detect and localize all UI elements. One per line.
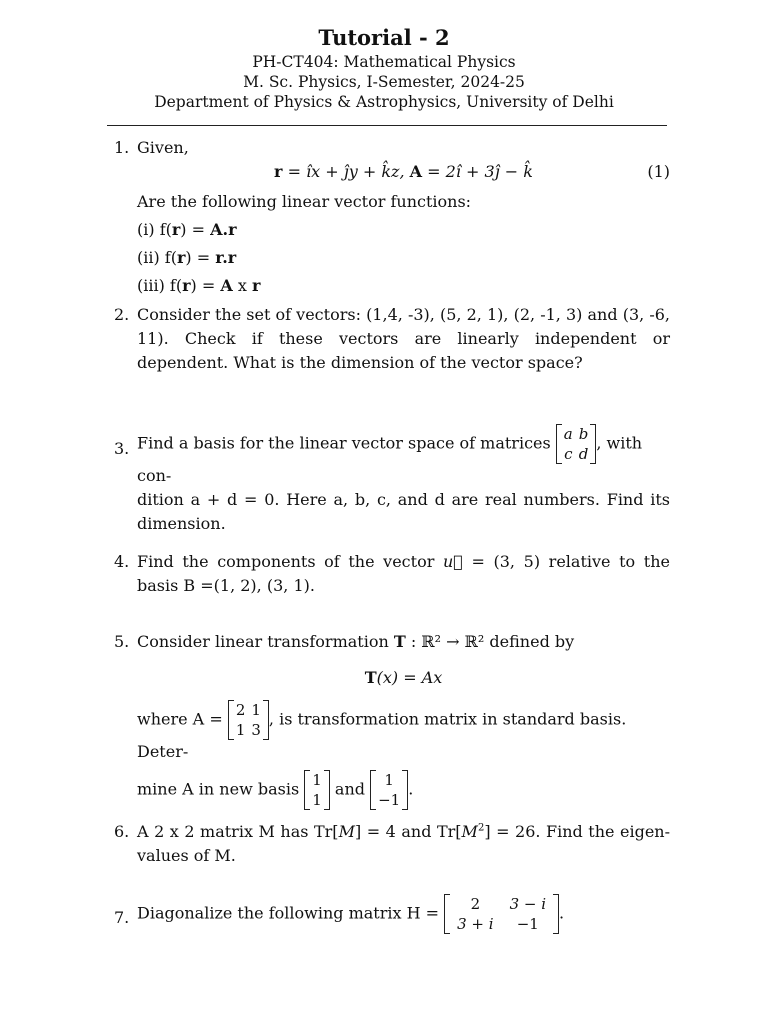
q5-equation: T(x) = Ax — [364, 668, 443, 687]
question-1 — [114, 136, 670, 298]
q1-part-iii: (iii) f(r) = A x r — [137, 276, 261, 295]
q5-matrix-a: 2 1 1 3 — [228, 700, 269, 740]
q1-part-ii: (ii) f(r) = r.r — [137, 248, 237, 267]
question-number: 4. — [114, 552, 130, 571]
q5-basis-vector-2: 1 −1 — [370, 770, 408, 810]
q5-line-1: Consider linear transformation T : ℝ² → ℝ² defined by — [137, 632, 575, 651]
question-5 — [114, 630, 670, 810]
vector-u: u⃗ — [442, 552, 463, 571]
question-4 — [114, 550, 670, 598]
q4-text: Find the components of the vector u⃗ = (3, 5) relative to the basis B =(1, 2), (3, 1). — [137, 552, 671, 595]
q1-equation: r = îx + ĵy + k̂z, A = 2î + 3ĵ − k̂ (1) — [137, 160, 670, 184]
question-number: 1. — [114, 138, 130, 157]
course-line: PH-CT404: Mathematical Physics — [252, 53, 516, 71]
q1-part-i: (i) f(r) = A.r — [137, 220, 237, 239]
equation-number: (1) — [647, 162, 670, 181]
question-2 — [114, 303, 670, 375]
header-divider — [107, 125, 667, 126]
department-line: Department of Physics & Astrophysics, University of Delhi — [154, 93, 614, 111]
q3-line-1: Find a basis for the linear vector space of matrices a b c d , with con- — [137, 425, 643, 485]
q2-text: Consider the set of vectors: (1,4, -3), (5, 2, 1), (2, -1, 3) and (3, -6, 11). Check if these vectors are linearly independent or dependent. What is the dimension of the vector space? — [137, 305, 670, 372]
question-7 — [114, 894, 670, 934]
q3-line-2: dition a + d = 0. Here a, b, c, and d are real numbers. Find its dimension. — [137, 490, 670, 533]
question-number: 2. — [114, 305, 130, 324]
question-3 — [114, 424, 670, 536]
question-6 — [114, 820, 670, 868]
q6-text: A 2 x 2 matrix M has Tr[M] = 4 and $Tr[M^2] = 26$. Find the eigen-values of M. — [137, 822, 671, 865]
question-number: 6. — [114, 822, 130, 841]
question-number: 3. — [114, 439, 130, 458]
q5-where-line: where A = 2 1 1 3 , is transformation matrix in standard basis. Deter- — [137, 701, 627, 761]
q5-basis-vector-1: 1 1 — [304, 770, 330, 810]
q7-text: Diagonalize the following matrix H = 2 3 − i 3 + i −1 . — [137, 895, 565, 933]
header — [0, 24, 768, 112]
q5-basis-line: mine A in new basis 1 1 and 1 −1 . — [137, 771, 414, 809]
question-number: 5. — [114, 632, 130, 651]
q1-ask: Are the following linear vector functions: — [137, 192, 472, 211]
page-title: Tutorial - 2 — [318, 25, 450, 50]
q7-matrix-h: 2 3 − i 3 + i −1 — [444, 894, 559, 934]
q1-intro: Given, — [137, 138, 189, 157]
program-line: M. Sc. Physics, I-Semester, 2024-25 — [243, 73, 525, 91]
question-number: 7. — [114, 908, 130, 927]
q3-matrix: a b c d — [556, 424, 597, 464]
